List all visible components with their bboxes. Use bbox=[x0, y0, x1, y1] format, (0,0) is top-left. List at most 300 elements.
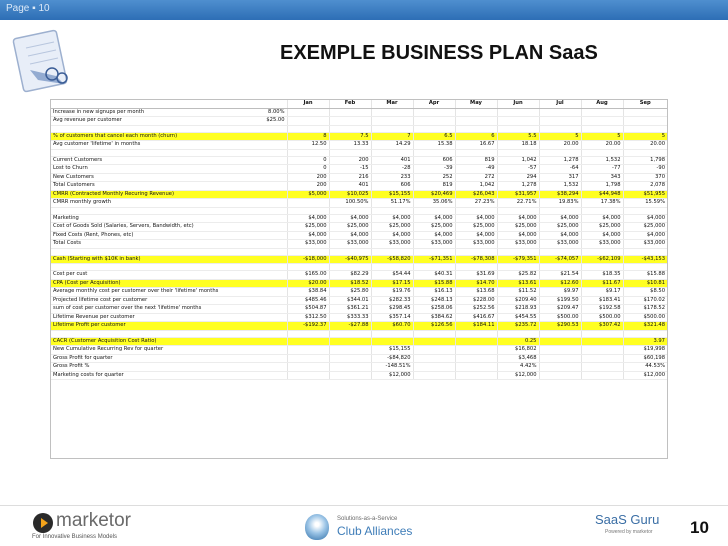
value-cell: 216 bbox=[329, 173, 371, 182]
value-cell: $25,000 bbox=[623, 223, 667, 232]
value-cell: 44.53% bbox=[623, 363, 667, 372]
value-cell bbox=[539, 337, 581, 346]
value-cell: $11.67 bbox=[581, 279, 623, 288]
row-param bbox=[247, 165, 287, 174]
value-cell bbox=[287, 346, 329, 355]
value-cell: -90 bbox=[623, 165, 667, 174]
value-cell bbox=[497, 117, 539, 126]
row-label: Increase in new signups per month bbox=[51, 108, 247, 117]
value-cell: 2,078 bbox=[623, 182, 667, 191]
value-cell: $209.40 bbox=[497, 296, 539, 305]
row-label: Lifetime Profit per customer bbox=[51, 322, 247, 331]
spacer-row bbox=[51, 248, 667, 255]
spacer-cell bbox=[287, 207, 329, 214]
value-cell: $4,000 bbox=[287, 231, 329, 240]
value-cell: $44,948 bbox=[581, 190, 623, 199]
value-cell: $33,000 bbox=[371, 240, 413, 249]
row-param bbox=[247, 322, 287, 331]
value-cell: $15.88 bbox=[413, 279, 455, 288]
row-param: 8.00% bbox=[247, 108, 287, 117]
spacer-cell bbox=[287, 264, 329, 271]
value-cell bbox=[413, 117, 455, 126]
value-cell bbox=[413, 371, 455, 380]
business-plan-table bbox=[51, 100, 667, 380]
row-param bbox=[247, 240, 287, 249]
value-cell: $12,000 bbox=[623, 371, 667, 380]
row-label: Avg revenue per customer bbox=[51, 117, 247, 126]
header-param-cell bbox=[247, 100, 287, 108]
value-cell: $4,000 bbox=[497, 231, 539, 240]
spacer-cell bbox=[413, 248, 455, 255]
row-label: Cash (Starting with $10K in bank) bbox=[51, 255, 247, 264]
brand-tagline: For Innovative Business Models bbox=[32, 534, 118, 540]
row-param bbox=[247, 141, 287, 150]
value-cell: $25,000 bbox=[371, 223, 413, 232]
spacer-cell bbox=[287, 125, 329, 132]
row-label: Marketing costs for quarter bbox=[51, 371, 247, 380]
value-cell: 606 bbox=[371, 182, 413, 191]
value-cell: -49 bbox=[455, 165, 497, 174]
spacer-cell bbox=[371, 149, 413, 156]
value-cell: 401 bbox=[329, 182, 371, 191]
brand-name: marketor bbox=[56, 510, 131, 531]
value-cell: $21.54 bbox=[539, 271, 581, 280]
value-cell: 200 bbox=[287, 182, 329, 191]
value-cell: $60,198 bbox=[623, 354, 667, 363]
value-cell: $3,468 bbox=[497, 354, 539, 363]
value-cell: 27.23% bbox=[455, 199, 497, 208]
table-row bbox=[51, 337, 667, 346]
value-cell: $4,000 bbox=[497, 214, 539, 223]
value-cell bbox=[539, 371, 581, 380]
value-cell: $4,000 bbox=[287, 214, 329, 223]
month-header: Feb bbox=[329, 100, 371, 108]
row-param bbox=[247, 363, 287, 372]
table-row bbox=[51, 313, 667, 322]
value-cell: $33,000 bbox=[455, 240, 497, 249]
value-cell: 370 bbox=[623, 173, 667, 182]
value-cell: 343 bbox=[581, 173, 623, 182]
value-cell bbox=[371, 337, 413, 346]
spacer-cell bbox=[247, 149, 287, 156]
value-cell: $4,000 bbox=[371, 231, 413, 240]
value-cell: 272 bbox=[455, 173, 497, 182]
row-label: sum of cost per customer over the next 'lifetime' months bbox=[51, 305, 247, 314]
value-cell bbox=[371, 117, 413, 126]
value-cell bbox=[539, 117, 581, 126]
club-tagline: Solutions-as-a-Service bbox=[337, 516, 398, 522]
value-cell: $5,000 bbox=[287, 190, 329, 199]
value-cell: $4,000 bbox=[413, 214, 455, 223]
table-row bbox=[51, 141, 667, 150]
spacer-cell bbox=[413, 125, 455, 132]
value-cell: $4,000 bbox=[371, 214, 413, 223]
spacer-cell bbox=[623, 149, 667, 156]
value-cell: $31,957 bbox=[497, 190, 539, 199]
value-cell bbox=[413, 346, 455, 355]
month-header: Apr bbox=[413, 100, 455, 108]
table-row bbox=[51, 117, 667, 126]
value-cell: 1,532 bbox=[539, 182, 581, 191]
value-cell: 19.83% bbox=[539, 199, 581, 208]
value-cell: $33,000 bbox=[623, 240, 667, 249]
value-cell bbox=[287, 337, 329, 346]
value-cell: $126.56 bbox=[413, 322, 455, 331]
value-cell bbox=[329, 117, 371, 126]
value-cell: $33,000 bbox=[539, 240, 581, 249]
value-cell: 1,042 bbox=[497, 156, 539, 165]
month-header: Jul bbox=[539, 100, 581, 108]
value-cell: -39 bbox=[413, 165, 455, 174]
spacer-cell bbox=[581, 207, 623, 214]
value-cell: $25,000 bbox=[539, 223, 581, 232]
value-cell: $31.69 bbox=[455, 271, 497, 280]
value-cell: 819 bbox=[413, 182, 455, 191]
spacer-cell bbox=[329, 248, 371, 255]
value-cell bbox=[581, 371, 623, 380]
row-param bbox=[247, 305, 287, 314]
spacer-cell bbox=[51, 149, 247, 156]
value-cell: $298.45 bbox=[371, 305, 413, 314]
row-param bbox=[247, 182, 287, 191]
row-label: Fixed Costs (Rent, Phones, etc) bbox=[51, 231, 247, 240]
row-param bbox=[247, 296, 287, 305]
value-cell bbox=[539, 363, 581, 372]
row-label: Cost per cust bbox=[51, 271, 247, 280]
value-cell: $282.33 bbox=[371, 296, 413, 305]
value-cell: 3.97 bbox=[623, 337, 667, 346]
value-cell: $33,000 bbox=[497, 240, 539, 249]
table-row bbox=[51, 108, 667, 117]
value-cell bbox=[287, 117, 329, 126]
row-label: Average monthly cost per customer over their 'lifetime' months bbox=[51, 288, 247, 297]
spacer-cell bbox=[539, 207, 581, 214]
value-cell: $14.70 bbox=[455, 279, 497, 288]
spacer-cell bbox=[497, 149, 539, 156]
value-cell: $4,000 bbox=[455, 231, 497, 240]
saas-guru-logo bbox=[595, 512, 675, 544]
value-cell: $9.17 bbox=[581, 288, 623, 297]
value-cell: 14.29 bbox=[371, 141, 413, 150]
value-cell: $33,000 bbox=[287, 240, 329, 249]
value-cell: -$40,975 bbox=[329, 255, 371, 264]
row-label: Lifetime Revenue per customer bbox=[51, 313, 247, 322]
value-cell: $82.29 bbox=[329, 271, 371, 280]
value-cell: -15 bbox=[329, 165, 371, 174]
row-label: Gross Profit % bbox=[51, 363, 247, 372]
value-cell: $183.41 bbox=[581, 296, 623, 305]
table-row bbox=[51, 132, 667, 141]
row-label: Projected lifetime cost per customer bbox=[51, 296, 247, 305]
value-cell: $4,000 bbox=[581, 231, 623, 240]
spacer-cell bbox=[581, 125, 623, 132]
table-row bbox=[51, 363, 667, 372]
spacer-cell bbox=[287, 330, 329, 337]
value-cell: 606 bbox=[413, 156, 455, 165]
row-param bbox=[247, 346, 287, 355]
value-cell: $17.15 bbox=[371, 279, 413, 288]
table-row bbox=[51, 190, 667, 199]
row-label: CACR (Customer Acquisition Cost Ratio) bbox=[51, 337, 247, 346]
table-row bbox=[51, 271, 667, 280]
value-cell: $4,000 bbox=[539, 231, 581, 240]
spacer-cell bbox=[455, 248, 497, 255]
row-label: New Cumulative Recurring Rev for quarter bbox=[51, 346, 247, 355]
spacer-cell bbox=[247, 248, 287, 255]
value-cell: 12.50 bbox=[287, 141, 329, 150]
value-cell: $18.35 bbox=[581, 271, 623, 280]
spacer-cell bbox=[329, 330, 371, 337]
value-cell bbox=[329, 354, 371, 363]
value-cell: $11.52 bbox=[497, 288, 539, 297]
value-cell: $25,000 bbox=[413, 223, 455, 232]
value-cell: $19.76 bbox=[371, 288, 413, 297]
value-cell bbox=[371, 108, 413, 117]
value-cell: $312.50 bbox=[287, 313, 329, 322]
value-cell: 7 bbox=[371, 132, 413, 141]
spacer-cell bbox=[247, 264, 287, 271]
value-cell: $307.42 bbox=[581, 322, 623, 331]
row-label: Cost of Goods Sold (Salaries, Servers, Bandwidth, etc) bbox=[51, 223, 247, 232]
value-cell: 1,042 bbox=[455, 182, 497, 191]
play-icon bbox=[33, 513, 53, 533]
value-cell: $10.81 bbox=[623, 279, 667, 288]
value-cell: $4,000 bbox=[329, 214, 371, 223]
value-cell: $218.93 bbox=[497, 305, 539, 314]
spacer-cell bbox=[623, 248, 667, 255]
value-cell: $4,000 bbox=[623, 214, 667, 223]
value-cell: 20.00 bbox=[623, 141, 667, 150]
table-row bbox=[51, 288, 667, 297]
value-cell: $25,000 bbox=[455, 223, 497, 232]
value-cell: $290.53 bbox=[539, 322, 581, 331]
row-param bbox=[247, 371, 287, 380]
value-cell: $228.00 bbox=[455, 296, 497, 305]
row-label: Total Customers bbox=[51, 182, 247, 191]
spacer-cell bbox=[287, 149, 329, 156]
value-cell: -$71,351 bbox=[413, 255, 455, 264]
value-cell bbox=[539, 108, 581, 117]
value-cell: -$18,000 bbox=[287, 255, 329, 264]
value-cell: 51.17% bbox=[371, 199, 413, 208]
value-cell bbox=[539, 354, 581, 363]
value-cell: $258.06 bbox=[413, 305, 455, 314]
value-cell: $4,000 bbox=[539, 214, 581, 223]
spacer-cell bbox=[455, 125, 497, 132]
value-cell: 0 bbox=[287, 165, 329, 174]
value-cell: 252 bbox=[413, 173, 455, 182]
value-cell: $184.11 bbox=[455, 322, 497, 331]
spacer-cell bbox=[371, 248, 413, 255]
month-header: Jan bbox=[287, 100, 329, 108]
value-cell: $165.00 bbox=[287, 271, 329, 280]
value-cell: 819 bbox=[455, 156, 497, 165]
value-cell: $18.52 bbox=[329, 279, 371, 288]
value-cell: $26,043 bbox=[455, 190, 497, 199]
spacer-cell bbox=[497, 248, 539, 255]
value-cell: 5 bbox=[539, 132, 581, 141]
spacer-cell bbox=[51, 248, 247, 255]
value-cell: 17.38% bbox=[581, 199, 623, 208]
orb-icon bbox=[305, 514, 329, 540]
value-cell: 1,798 bbox=[623, 156, 667, 165]
spacer-cell bbox=[581, 264, 623, 271]
value-cell: $209.47 bbox=[539, 305, 581, 314]
spacer-cell bbox=[51, 125, 247, 132]
spacer-cell bbox=[371, 264, 413, 271]
spacer-cell bbox=[329, 125, 371, 132]
value-cell: 6 bbox=[455, 132, 497, 141]
value-cell bbox=[413, 337, 455, 346]
value-cell: $20,469 bbox=[413, 190, 455, 199]
value-cell: $25.82 bbox=[497, 271, 539, 280]
value-cell: 200 bbox=[329, 156, 371, 165]
value-cell: $248.13 bbox=[413, 296, 455, 305]
value-cell: $4,000 bbox=[455, 214, 497, 223]
value-cell: 4.42% bbox=[497, 363, 539, 372]
value-cell: $192.58 bbox=[581, 305, 623, 314]
spacer-cell bbox=[623, 330, 667, 337]
value-cell: 233 bbox=[371, 173, 413, 182]
value-cell: 22.71% bbox=[497, 199, 539, 208]
value-cell: $33,000 bbox=[581, 240, 623, 249]
row-param bbox=[247, 231, 287, 240]
row-label: CMRR (Contracted Monthly Recuring Revenue) bbox=[51, 190, 247, 199]
value-cell: $12.60 bbox=[539, 279, 581, 288]
value-cell: 0 bbox=[287, 156, 329, 165]
value-cell bbox=[455, 117, 497, 126]
value-cell: $15.88 bbox=[623, 271, 667, 280]
value-cell: $25,000 bbox=[287, 223, 329, 232]
value-cell: 401 bbox=[371, 156, 413, 165]
value-cell: $13.68 bbox=[455, 288, 497, 297]
spacer-cell bbox=[497, 330, 539, 337]
value-cell bbox=[455, 346, 497, 355]
page-label: Page ▪ 10 bbox=[6, 3, 50, 14]
table-row bbox=[51, 371, 667, 380]
value-cell: $500.00 bbox=[623, 313, 667, 322]
value-cell: 0.25 bbox=[497, 337, 539, 346]
value-cell: $51,955 bbox=[623, 190, 667, 199]
marketor-logo bbox=[33, 510, 143, 542]
table-row bbox=[51, 165, 667, 174]
spacer-cell bbox=[413, 149, 455, 156]
table-row bbox=[51, 322, 667, 331]
month-header: Jun bbox=[497, 100, 539, 108]
spacer-cell bbox=[623, 125, 667, 132]
value-cell bbox=[287, 371, 329, 380]
month-header: Sep bbox=[623, 100, 667, 108]
spacer-cell bbox=[371, 330, 413, 337]
value-cell: $25,000 bbox=[329, 223, 371, 232]
spacer-cell bbox=[539, 125, 581, 132]
value-cell: 6.5 bbox=[413, 132, 455, 141]
spacer-cell bbox=[329, 264, 371, 271]
spacer-cell bbox=[51, 207, 247, 214]
value-cell: -57 bbox=[497, 165, 539, 174]
value-cell: $38,294 bbox=[539, 190, 581, 199]
club-name: Club Alliances bbox=[337, 524, 413, 538]
spacer-cell bbox=[497, 264, 539, 271]
value-cell bbox=[287, 354, 329, 363]
value-cell: $357.14 bbox=[371, 313, 413, 322]
value-cell: 8 bbox=[287, 132, 329, 141]
spacer-cell bbox=[329, 149, 371, 156]
value-cell bbox=[581, 346, 623, 355]
row-param bbox=[247, 223, 287, 232]
value-cell bbox=[455, 337, 497, 346]
value-cell: 1,798 bbox=[581, 182, 623, 191]
value-cell: -$58,820 bbox=[371, 255, 413, 264]
spacer-cell bbox=[623, 207, 667, 214]
value-cell: 13.33 bbox=[329, 141, 371, 150]
page-number: 10 bbox=[690, 518, 709, 537]
value-cell: 1,278 bbox=[497, 182, 539, 191]
value-cell bbox=[287, 199, 329, 208]
value-cell: 18.18 bbox=[497, 141, 539, 150]
value-cell: -$74,057 bbox=[539, 255, 581, 264]
row-param bbox=[247, 156, 287, 165]
value-cell bbox=[581, 354, 623, 363]
month-header: Aug bbox=[581, 100, 623, 108]
value-cell: $9.97 bbox=[539, 288, 581, 297]
spacer-cell bbox=[413, 264, 455, 271]
table-row bbox=[51, 296, 667, 305]
value-cell bbox=[623, 108, 667, 117]
row-label: Marketing bbox=[51, 214, 247, 223]
table-header-row bbox=[51, 100, 667, 108]
value-cell: $485.46 bbox=[287, 296, 329, 305]
spacer-cell bbox=[247, 330, 287, 337]
row-label: CPA (Cost per Acquisition) bbox=[51, 279, 247, 288]
spacer-cell bbox=[371, 207, 413, 214]
value-cell: 5.5 bbox=[497, 132, 539, 141]
value-cell: $33,000 bbox=[413, 240, 455, 249]
saas-guru-subtitle: Powered by marketor bbox=[605, 529, 653, 535]
value-cell: -$27.88 bbox=[329, 322, 371, 331]
value-cell: $170.02 bbox=[623, 296, 667, 305]
value-cell bbox=[455, 108, 497, 117]
value-cell: $12,000 bbox=[497, 371, 539, 380]
value-cell: 35.06% bbox=[413, 199, 455, 208]
spacer-row bbox=[51, 264, 667, 271]
value-cell: -64 bbox=[539, 165, 581, 174]
value-cell: -$62,109 bbox=[581, 255, 623, 264]
saas-guru-name: SaaS Guru bbox=[595, 512, 660, 527]
value-cell: $19,998 bbox=[623, 346, 667, 355]
value-cell: -28 bbox=[371, 165, 413, 174]
value-cell: -$78,308 bbox=[455, 255, 497, 264]
value-cell: 317 bbox=[539, 173, 581, 182]
spacer-cell bbox=[539, 264, 581, 271]
value-cell: $344.01 bbox=[329, 296, 371, 305]
spacer-cell bbox=[581, 248, 623, 255]
spacer-cell bbox=[455, 330, 497, 337]
spacer-row bbox=[51, 125, 667, 132]
spacer-row bbox=[51, 149, 667, 156]
table-row bbox=[51, 279, 667, 288]
value-cell: $500.00 bbox=[539, 313, 581, 322]
spacer-cell bbox=[247, 207, 287, 214]
row-param bbox=[247, 313, 287, 322]
value-cell bbox=[329, 363, 371, 372]
value-cell bbox=[539, 346, 581, 355]
spacer-cell bbox=[539, 149, 581, 156]
value-cell bbox=[329, 108, 371, 117]
row-param bbox=[247, 199, 287, 208]
value-cell bbox=[581, 117, 623, 126]
row-label: Current Customers bbox=[51, 156, 247, 165]
